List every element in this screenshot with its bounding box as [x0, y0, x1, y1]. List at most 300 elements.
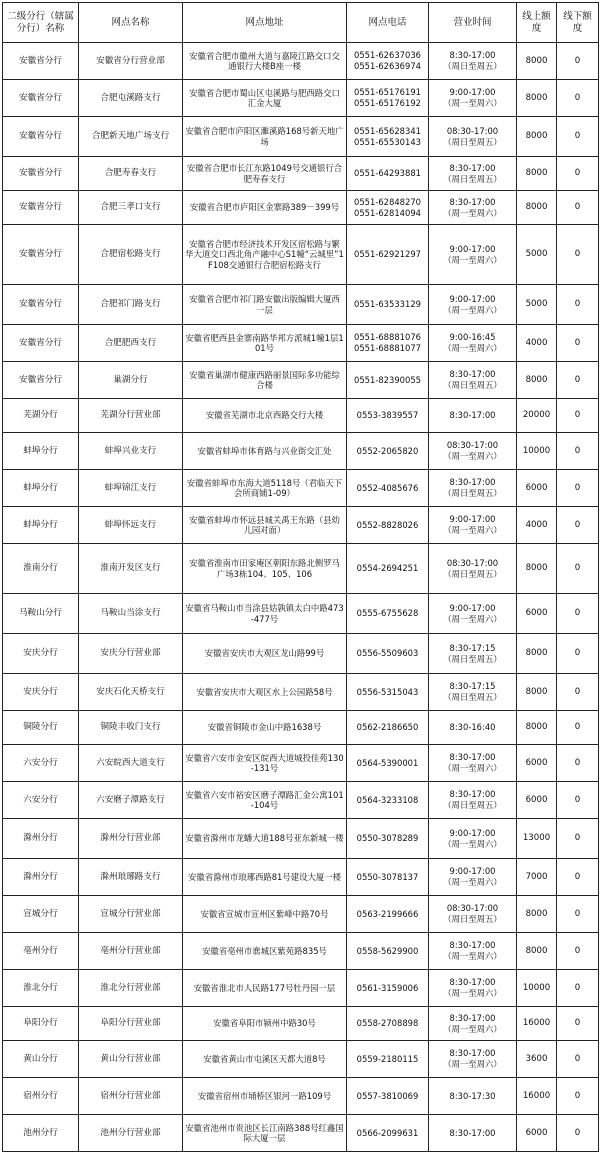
hours-range: 8:30-16:40 [449, 722, 496, 732]
online-quota-cell: 5000 [517, 285, 557, 325]
offline-quota-cell: 0 [557, 1115, 599, 1152]
hours-cell [429, 433, 517, 470]
phone-number: 0556-5315043 [356, 686, 419, 697]
phone-number: 0552-8828026 [356, 519, 419, 530]
hours-range: 9:00-17:00 [449, 87, 496, 97]
phone-cell [347, 399, 429, 433]
table-row [3, 1078, 599, 1115]
branch-cell: 滁州分行 [3, 859, 79, 896]
phone-cell [347, 1007, 429, 1041]
hours-cell [429, 896, 517, 933]
phone-number: 0551-65530143 [354, 136, 421, 147]
branch-cell: 安徽省分行 [3, 225, 79, 285]
phone-number: 0550-3078137 [356, 871, 419, 882]
header-phone: 网点电话 [347, 3, 429, 43]
address-cell: 安徽省巢湖市健康西路丽景国际多功能综合楼 [183, 362, 347, 399]
phone-number: 0557-3810069 [356, 1090, 419, 1101]
phone-number: 0551-68881076 [354, 332, 421, 342]
table-row [3, 819, 599, 859]
branch-cell: 淮北分行 [3, 970, 79, 1007]
outlet-name-cell: 合肥肥西支行 [79, 325, 183, 362]
address-cell: 安徽省滁州市龙蟠大道188号亚东新城一楼 [183, 819, 347, 859]
hours-range: 8:30-17:00 [449, 1012, 496, 1023]
hours-cell [429, 970, 517, 1007]
online-quota-cell: 6000 [517, 745, 557, 782]
address-cell: 安徽省滁州市琅琊西路81号建设大厦一楼 [183, 859, 347, 896]
outlet-name-cell: 滁州琅琊路支行 [79, 859, 183, 896]
hours-cell [429, 1007, 517, 1041]
hours-range: 8:30-17:00 [449, 789, 496, 799]
hours-days: （周一至周六） [443, 951, 502, 961]
phone-number: 0564-3233108 [356, 794, 419, 805]
offline-quota-cell: 0 [557, 859, 599, 896]
branch-cell: 蚌埠分行 [3, 507, 79, 544]
header-online-quota: 线上额度 [517, 3, 557, 43]
offline-quota-cell: 0 [557, 157, 599, 191]
table-row [3, 117, 599, 157]
online-quota-cell: 20000 [517, 399, 557, 433]
table-row [3, 433, 599, 470]
phone-cell [347, 933, 429, 970]
offline-quota-cell: 0 [557, 594, 599, 634]
offline-quota-cell: 0 [557, 544, 599, 594]
hours-range: 08:30-17:00 [446, 557, 499, 568]
hours-days: （周一至周六） [443, 877, 502, 887]
hours-cell [429, 782, 517, 819]
table-row [3, 470, 599, 507]
phone-number: 0551-62814094 [354, 207, 421, 218]
header-offline-quota: 线下额度 [557, 3, 599, 43]
table-row [3, 594, 599, 634]
outlet-name-cell: 合肥三孝口支行 [79, 191, 183, 225]
hours-range: 8:30-17:00 [449, 369, 496, 379]
phone-number: 0551-65176192 [354, 98, 421, 108]
hours-days: （周日至周五） [443, 136, 502, 147]
offline-quota-cell: 0 [557, 191, 599, 225]
address-cell: 安徽省六安市裕安区磨子潭路汇金公寓101-104号 [183, 782, 347, 819]
table-row [3, 191, 599, 225]
phone-cell [347, 80, 429, 117]
phone-number: 0562-2186650 [356, 722, 419, 732]
branch-cell: 安徽省分行 [3, 285, 79, 325]
hours-days: （周一至周六） [443, 763, 502, 773]
branch-cell: 安徽省分行 [3, 80, 79, 117]
outlet-name-cell: 蚌埠兴业支行 [79, 433, 183, 470]
branch-cell: 安徽省分行 [3, 325, 79, 362]
hours-cell [429, 1078, 517, 1115]
hours-range: 9:00-16:45 [449, 332, 496, 342]
branch-cell: 宿州分行 [3, 1078, 79, 1115]
hours-range: 9:00-17:00 [449, 827, 496, 838]
hours-days: （周日至周五） [443, 61, 502, 71]
hours-days: （周一至周六） [443, 254, 502, 265]
outlet-name-cell: 淮南开发区支行 [79, 544, 183, 594]
phone-cell [347, 325, 429, 362]
online-quota-cell: 8000 [517, 191, 557, 225]
phone-number: 0551-63533129 [354, 299, 421, 309]
online-quota-cell: 4000 [517, 507, 557, 544]
branch-cell: 铜陵分行 [3, 711, 79, 745]
offline-quota-cell: 0 [557, 819, 599, 859]
address-cell: 安徽省宣城市宣州区紫峰中路70号 [183, 896, 347, 933]
outlet-name-cell: 淮北分行营业部 [79, 970, 183, 1007]
hours-days: （周一至周六） [443, 613, 502, 624]
phone-number: 0564-5390001 [356, 757, 419, 768]
table-row [3, 745, 599, 782]
online-quota-cell: 8000 [517, 896, 557, 933]
branch-cell: 安庆分行 [3, 634, 79, 674]
outlet-name-cell: 蚌埠怀远支行 [79, 507, 183, 544]
table-row [3, 674, 599, 711]
online-quota-cell: 8000 [517, 674, 557, 711]
phone-cell [347, 225, 429, 285]
address-cell: 安徽省马鞍山市当涂县姑孰镇太白中路473-477号 [183, 594, 347, 634]
hours-cell [429, 594, 517, 634]
address-cell: 安徽省合肥市祁门路安徽出版编辑大厦西一层 [183, 285, 347, 325]
table-row [3, 1007, 599, 1041]
table-body [3, 43, 599, 1152]
phone-number: 0566-2099631 [356, 1127, 419, 1138]
offline-quota-cell: 0 [557, 117, 599, 157]
branch-cell: 亳州分行 [3, 933, 79, 970]
hours-range: 9:00-17:00 [449, 243, 496, 254]
phone-number: 0551-64293881 [354, 168, 421, 178]
phone-cell [347, 1041, 429, 1078]
table-row [3, 1115, 599, 1152]
hours-cell [429, 285, 517, 325]
hours-cell [429, 399, 517, 433]
online-quota-cell: 6000 [517, 594, 557, 634]
offline-quota-cell: 0 [557, 1007, 599, 1041]
branch-cell: 蚌埠分行 [3, 433, 79, 470]
hours-days: （周日至周五） [443, 914, 502, 924]
outlet-name-cell: 宣城分行营业部 [79, 896, 183, 933]
hours-days: （周一至周六） [443, 525, 502, 535]
address-cell: 安徽省亳州市谯城区紫苑路835号 [183, 933, 347, 970]
table-row [3, 43, 599, 80]
table-row [3, 325, 599, 362]
offline-quota-cell: 0 [557, 470, 599, 507]
hours-days: （周一至周六） [443, 1023, 502, 1034]
hours-range: 8:30-17:15 [449, 681, 496, 691]
hours-cell [429, 43, 517, 80]
hours-range: 8:30-17:00 [449, 940, 496, 950]
outlet-name-cell: 宿州分行营业部 [79, 1078, 183, 1115]
hours-cell [429, 157, 517, 191]
address-cell: 安徽省蚌埠市体育路与兴业街交汇处 [183, 433, 347, 470]
hours-range: 8:30-17:00 [449, 977, 496, 987]
online-quota-cell: 8000 [517, 157, 557, 191]
outlet-name-cell: 亳州分行营业部 [79, 933, 183, 970]
offline-quota-cell: 0 [557, 1078, 599, 1115]
offline-quota-cell: 0 [557, 507, 599, 544]
hours-range: 8:30-17:00 [449, 162, 496, 173]
phone-cell [347, 285, 429, 325]
branch-cell: 安徽省分行 [3, 157, 79, 191]
hours-cell [429, 325, 517, 362]
phone-cell [347, 43, 429, 80]
table-row [3, 970, 599, 1007]
hours-days: （周日至周五） [443, 568, 502, 579]
hours-range: 8:30-17:00 [449, 477, 496, 487]
online-quota-cell: 13000 [517, 819, 557, 859]
hours-range: 8:30-17:00 [449, 410, 496, 420]
table-row [3, 933, 599, 970]
phone-cell [347, 157, 429, 191]
hours-range: 08:30-17:00 [446, 125, 499, 136]
table-row [3, 1041, 599, 1078]
outlet-name-cell: 合肥寿春支行 [79, 157, 183, 191]
hours-cell [429, 674, 517, 711]
address-cell: 安徽省合肥市徽州大道与嘉陵江路交口交通银行大楼B座一楼 [183, 43, 347, 80]
outlet-name-cell: 六安磨子潭路支行 [79, 782, 183, 819]
address-cell: 安徽省合肥市庐阳区金寨路389－399号 [183, 191, 347, 225]
outlet-name-cell: 蚌埠锦江支行 [79, 470, 183, 507]
outlet-name-cell: 阜阳分行营业部 [79, 1007, 183, 1041]
online-quota-cell: 8000 [517, 80, 557, 117]
phone-number: 0551-62637036 [354, 50, 421, 60]
hours-days: （周一至周六） [443, 343, 502, 353]
phone-number: 0551-65176191 [354, 87, 421, 97]
offline-quota-cell: 0 [557, 433, 599, 470]
phone-number: 0552-4085676 [356, 482, 419, 493]
branch-cell: 安徽省分行 [3, 117, 79, 157]
hours-days: （周日至周五） [443, 173, 502, 184]
phone-cell [347, 544, 429, 594]
hours-range: 8:30-17:15 [449, 642, 496, 653]
table-row [3, 157, 599, 191]
online-quota-cell: 7000 [517, 859, 557, 896]
outlet-name-cell: 合肥宿松路支行 [79, 225, 183, 285]
address-cell: 安徽省宿州市埇桥区银河一路109号 [183, 1078, 347, 1115]
address-cell: 安徽省蚌埠市东海大道5118号（君临天下会所商铺1-09） [183, 470, 347, 507]
offline-quota-cell: 0 [557, 896, 599, 933]
hours-range: 9:00-17:00 [449, 514, 496, 524]
table-row [3, 859, 599, 896]
hours-cell [429, 711, 517, 745]
header-branch: 二级分行（辖属分行）名称 [3, 3, 79, 43]
offline-quota-cell: 0 [557, 711, 599, 745]
phone-cell [347, 634, 429, 674]
online-quota-cell: 3600 [517, 1041, 557, 1078]
hours-cell [429, 225, 517, 285]
outlet-name-cell: 合肥屯溪路支行 [79, 80, 183, 117]
phone-number: 0561-3159006 [356, 982, 419, 993]
hours-cell [429, 544, 517, 594]
hours-cell [429, 819, 517, 859]
hours-days: （周日至周五） [443, 800, 502, 810]
header-row [3, 3, 599, 43]
phone-number: 0556-5509603 [356, 648, 419, 658]
phone-number: 0552-2065820 [356, 445, 419, 456]
outlet-table [2, 2, 599, 1152]
outlet-name-cell: 巢湖分行 [79, 362, 183, 399]
hours-cell [429, 507, 517, 544]
offline-quota-cell: 0 [557, 782, 599, 819]
address-cell: 安徽省芜湖市北京西路交行大楼 [183, 399, 347, 433]
offline-quota-cell: 0 [557, 43, 599, 80]
online-quota-cell: 10000 [517, 970, 557, 1007]
phone-cell [347, 191, 429, 225]
phone-number: 0551-65628341 [354, 125, 421, 136]
hours-cell [429, 80, 517, 117]
table-row [3, 711, 599, 745]
offline-quota-cell: 0 [557, 634, 599, 674]
address-cell: 安徽省肥西县金寨南路华邦方派城1幢1层101号 [183, 325, 347, 362]
table-row [3, 399, 599, 433]
outlet-name-cell: 马鞍山当涂支行 [79, 594, 183, 634]
phone-cell [347, 433, 429, 470]
table-row [3, 362, 599, 399]
offline-quota-cell: 0 [557, 399, 599, 433]
phone-cell [347, 470, 429, 507]
table-row [3, 80, 599, 117]
phone-number: 0558-2708898 [356, 1018, 419, 1028]
phone-number: 0551-82390055 [354, 374, 421, 385]
outlet-name-cell: 合肥新天地广场支行 [79, 117, 183, 157]
branch-cell: 滁州分行 [3, 819, 79, 859]
hours-range: 08:30-17:00 [446, 440, 499, 450]
table-row [3, 507, 599, 544]
phone-number: 0551-68881077 [354, 343, 421, 353]
branch-cell: 六安分行 [3, 782, 79, 819]
phone-number: 0553-3839557 [356, 410, 419, 420]
online-quota-cell: 5000 [517, 225, 557, 285]
hours-days: （周一至周六） [443, 451, 502, 461]
hours-days: （周日至周五） [443, 692, 502, 702]
outlet-name-cell: 合肥祁门路支行 [79, 285, 183, 325]
outlet-name-cell: 池州分行营业部 [79, 1115, 183, 1152]
outlet-name-cell: 安徽省分行营业部 [79, 43, 183, 80]
outlet-name-cell: 六安皖西大道支行 [79, 745, 183, 782]
outlet-name-cell: 安庆石化天桥支行 [79, 674, 183, 711]
offline-quota-cell: 0 [557, 674, 599, 711]
hours-range: 8:30-17:00 [449, 752, 496, 762]
hours-range: 8:30-17:00 [449, 50, 496, 60]
branch-cell: 宣城分行 [3, 896, 79, 933]
phone-cell [347, 594, 429, 634]
offline-quota-cell: 0 [557, 933, 599, 970]
hours-days: （周一至周六） [443, 304, 502, 315]
online-quota-cell: 6000 [517, 782, 557, 819]
outlet-name-cell: 黄山分行营业部 [79, 1041, 183, 1078]
phone-number: 0551-62848270 [354, 196, 421, 207]
address-cell: 安徽省蚌埠市怀远县城关禹王东路（县幼儿园对面） [183, 507, 347, 544]
table-row [3, 896, 599, 933]
phone-number: 0554-2694251 [356, 563, 419, 573]
hours-range: 08:30-17:00 [446, 903, 499, 913]
hours-days: （周日至周五） [443, 488, 502, 498]
hours-range: 8:30-17:00 [449, 196, 496, 207]
phone-cell [347, 970, 429, 1007]
hours-days: （周一至周六） [443, 207, 502, 218]
phone-number: 0551-62921297 [354, 249, 421, 259]
outlet-name-cell: 芜湖分行营业部 [79, 399, 183, 433]
outlet-name-cell: 滁州分行营业部 [79, 819, 183, 859]
offline-quota-cell: 0 [557, 325, 599, 362]
branch-cell: 安徽省分行 [3, 191, 79, 225]
address-cell: 安徽省池州市贵池区长江南路388号红鑫国际大厦一层 [183, 1115, 347, 1152]
branch-cell: 淮南分行 [3, 544, 79, 594]
address-cell: 安徽省阜阳市颍州中路30号 [183, 1007, 347, 1041]
online-quota-cell: 8000 [517, 933, 557, 970]
address-cell: 安徽省合肥市庐阳区濉溪路168号新天地广场 [183, 117, 347, 157]
hours-cell [429, 933, 517, 970]
address-cell: 安徽省安庆市大观区水上公园路58号 [183, 674, 347, 711]
hours-cell [429, 191, 517, 225]
table-row [3, 544, 599, 594]
address-cell: 安徽省合肥市长江东路1049号交通银行合肥寿春支行 [183, 157, 347, 191]
phone-number: 0563-2199666 [356, 908, 419, 919]
hours-days: （周一至周六） [443, 98, 502, 108]
address-cell: 安徽省安庆市大观区龙山路99号 [183, 634, 347, 674]
online-quota-cell: 8000 [517, 711, 557, 745]
phone-cell [347, 117, 429, 157]
header-address: 网点地址 [183, 3, 347, 43]
table-row [3, 782, 599, 819]
outlet-name-cell: 安庆分行营业部 [79, 634, 183, 674]
offline-quota-cell: 0 [557, 285, 599, 325]
phone-number: 0550-3078289 [356, 833, 419, 843]
online-quota-cell: 4000 [517, 325, 557, 362]
branch-cell: 芜湖分行 [3, 399, 79, 433]
phone-cell [347, 362, 429, 399]
phone-cell [347, 674, 429, 711]
hours-days: （周日至周五） [443, 380, 502, 390]
online-quota-cell: 8000 [517, 43, 557, 80]
branch-cell: 六安分行 [3, 745, 79, 782]
phone-cell [347, 782, 429, 819]
header-outlet: 网点名称 [79, 3, 183, 43]
branch-cell: 阜阳分行 [3, 1007, 79, 1041]
phone-cell [347, 1115, 429, 1152]
hours-range: 9:00-17:00 [449, 293, 496, 304]
offline-quota-cell: 0 [557, 80, 599, 117]
hours-cell [429, 117, 517, 157]
address-cell: 安徽省黄山市屯溪区天都大道8号 [183, 1041, 347, 1078]
branch-cell: 安徽省分行 [3, 43, 79, 80]
offline-quota-cell: 0 [557, 745, 599, 782]
hours-range: 9:00-17:00 [449, 866, 496, 876]
phone-number: 0558-5629900 [356, 945, 419, 956]
online-quota-cell: 8000 [517, 362, 557, 399]
branch-cell: 黄山分行 [3, 1041, 79, 1078]
hours-days: （周一至周六） [443, 988, 502, 998]
phone-cell [347, 1078, 429, 1115]
hours-range: 8:30-17:00 [449, 1127, 496, 1138]
phone-number: 0559-2180115 [356, 1053, 419, 1064]
online-quota-cell: 16000 [517, 1007, 557, 1041]
phone-cell [347, 711, 429, 745]
branch-cell: 安徽省分行 [3, 362, 79, 399]
address-cell: 安徽省合肥市经济技术开发区宿松路与繁华大道交口西北角产融中心S1幢“云城里”1F108交通银行合肥宿松路支行 [183, 225, 347, 285]
hours-cell [429, 745, 517, 782]
hours-range: 9:00-17:00 [449, 602, 496, 613]
address-cell: 安徽省合肥市蜀山区屯溪路与肥西路交口汇金大厦 [183, 80, 347, 117]
table-row [3, 634, 599, 674]
hours-range: 8:30-17:30 [449, 1090, 496, 1101]
address-cell: 安徽省淮南市田家庵区朝阳东路北侧罗马广场3栋104、105、106 [183, 544, 347, 594]
hours-cell [429, 634, 517, 674]
hours-cell [429, 362, 517, 399]
offline-quota-cell: 0 [557, 362, 599, 399]
address-cell: 安徽省淮北市人民路177号牡丹园一层 [183, 970, 347, 1007]
online-quota-cell: 6000 [517, 470, 557, 507]
address-cell: 安徽省铜陵市金山中路1638号 [183, 711, 347, 745]
outlet-name-cell: 铜陵丰收门支行 [79, 711, 183, 745]
phone-number: 0555-6755628 [356, 608, 419, 618]
hours-range: 8:30-17:00 [449, 1048, 496, 1058]
